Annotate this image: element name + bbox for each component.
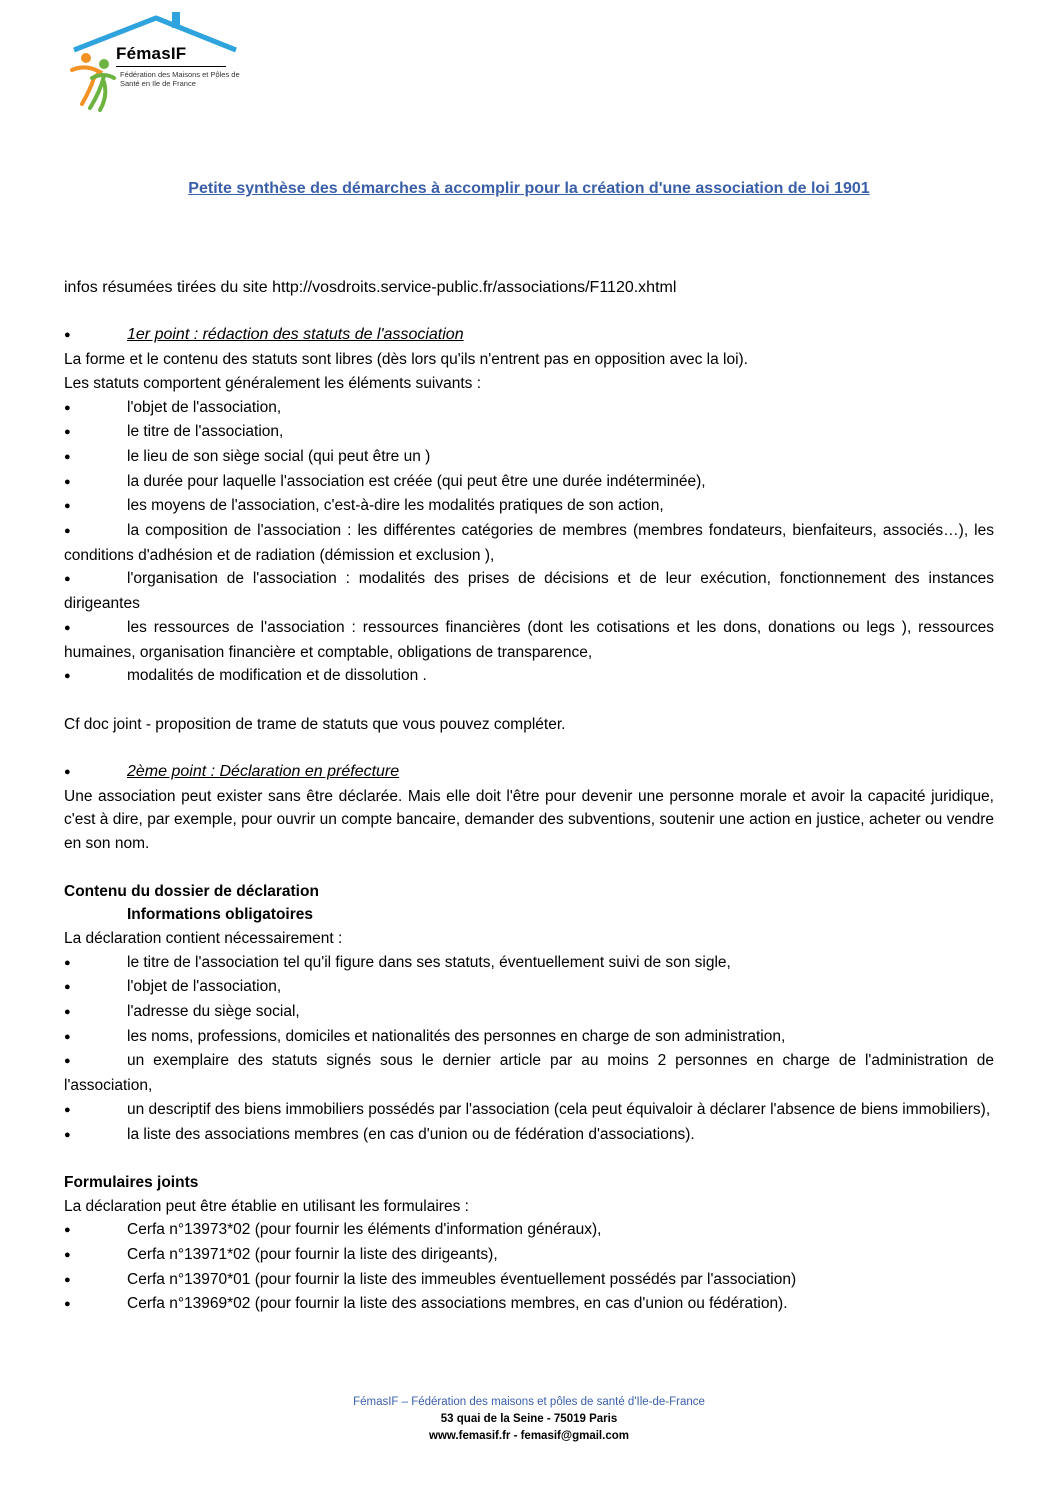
point1-intro1: La forme et le contenu des statuts sont libres (dès lors qu'ils n'entrent pas en opposition avec la loi).	[64, 351, 748, 369]
footer-address: 53 quai de la Seine - 75019 Paris	[440, 1413, 618, 1425]
list-item: ● les moyens de l'association, c'est-à-dire les modalités pratiques de son action,	[64, 494, 994, 519]
list-item: ● le lieu de son siège social (qui peut être un )	[64, 445, 994, 470]
bullet-icon: ●	[64, 1055, 71, 1068]
femasif-logo	[64, 12, 244, 112]
dossier-intro: La déclaration contient nécessairement :	[64, 929, 343, 947]
logo-subtitle: Fédération des Maisons et Pôles de Santé en Ile de France	[120, 70, 240, 88]
bullet-icon: ●	[64, 573, 71, 586]
list-item: ● les ressources de l'association : ressources financières (dont les cotisations et les dons, donations ou legs ), ressources humaines, organisation financière et comptable, obligations de transparence,	[64, 618, 994, 661]
bullet-icon: ●	[64, 1103, 71, 1116]
point1-intro2: Les statuts comportent généralement les éléments suivants :	[64, 374, 481, 392]
bullet-icon: ●	[64, 670, 71, 683]
bullet-icon: ●	[64, 450, 71, 463]
bullet-icon: ●	[64, 500, 71, 513]
document-body	[64, 276, 994, 1317]
list-item: ● le titre de l'association tel qu'il figure dans ses statuts, éventuellement suivi de son sigle,	[64, 951, 994, 976]
list-item: ● la durée pour laquelle l'association est créée (qui peut être une durée indéterminée),	[64, 470, 994, 495]
list-item: ● l'organisation de l'association : modalités des prises de décisions et de leur exécution, fonctionnement des instances dirigeantes	[64, 570, 994, 613]
list-item: ● un exemplaire des statuts signés sous le dernier article par au moins 2 personnes en charge de l'administration de l'association,	[64, 1052, 994, 1095]
source-line: infos résumées tirées du site http://vosdroits.service-public.fr/associations/F1120.xhtml	[64, 279, 677, 296]
list-item: ● un descriptif des biens immobiliers possédés par l'association (cela peut équivaloir à déclarer l'absence de biens immobiliers),	[64, 1098, 994, 1123]
bullet-icon: ●	[64, 1298, 71, 1311]
bullet-icon: ●	[64, 1249, 71, 1262]
list-item: ● l'adresse du siège social,	[64, 1000, 994, 1025]
dossier-list	[64, 951, 994, 1148]
list-item: ● la composition de l'association : les différentes catégories de membres (membres fondateurs, bienfaiteurs, associés…), les conditions d'adhésion et de radiation (démission et exclusion ),	[64, 522, 994, 564]
list-item: ● Cerfa n°13970*01 (pour fournir la liste des immeubles éventuellement possédés par l'association)	[64, 1268, 994, 1293]
logo-name: FémasIF	[116, 44, 187, 63]
bullet-icon: ●	[64, 525, 71, 538]
bullet-icon: ●	[64, 621, 71, 634]
footer-org: FémasIF – Fédération des maisons et pôles de santé d'Ile-de-France	[353, 1396, 705, 1408]
point2-text: Une association peut exister sans être déclarée. Mais elle doit l'être pour devenir une personne morale et avoir la capacité juridique, c'est à dire, par exemple, pour ouvrir un compte bancaire, demander des subventions, soutenir une action en justice, acheter ou vendre en son nom.	[64, 787, 994, 853]
list-item: ● la liste des associations membres (en cas d'union ou de fédération d'associations).	[64, 1123, 994, 1148]
point1-note: Cf doc joint - proposition de trame de statuts que vous pouvez compléter.	[64, 715, 566, 733]
bullet-icon: ●	[64, 329, 71, 342]
bullet-icon: ●	[64, 981, 71, 994]
bullet-icon: ●	[64, 1128, 71, 1141]
list-item: ● modalités de modification et de dissolution .	[64, 664, 994, 689]
bullet-icon: ●	[64, 1006, 71, 1019]
point2-heading: ● 2ème point : Déclaration en préfecture	[64, 760, 994, 785]
list-item: ● Cerfa n°13973*02 (pour fournir les éléments d'information généraux),	[64, 1218, 994, 1243]
list-item: ● le titre de l'association,	[64, 420, 994, 445]
list-item: ● l'objet de l'association,	[64, 975, 994, 1000]
list-item: ● les noms, professions, domiciles et nationalités des personnes en charge de son administration,	[64, 1025, 994, 1050]
dossier-heading: Contenu du dossier de déclaration	[64, 882, 319, 900]
list-item: ● Cerfa n°13971*02 (pour fournir la liste des dirigeants),	[64, 1243, 994, 1268]
bullet-icon: ●	[64, 766, 71, 779]
bullet-icon: ●	[64, 1030, 71, 1043]
dossier-subheading: Informations obligatoires	[127, 906, 314, 924]
bullet-icon: ●	[64, 1224, 71, 1237]
document-title: Petite synthèse des démarches à accomplir pour la création d'une association de loi 1901	[188, 180, 870, 197]
list-item: ● Cerfa n°13969*02 (pour fournir la liste des associations membres, en cas d'union ou fédération).	[64, 1292, 994, 1317]
logo-divider	[116, 66, 226, 67]
list-item: ● l'objet de l'association,	[64, 396, 994, 421]
page-footer	[0, 1394, 1058, 1445]
formulaires-heading: Formulaires joints	[64, 1173, 199, 1191]
formulaires-list	[64, 1218, 994, 1317]
bullet-icon: ●	[64, 956, 71, 969]
bullet-icon: ●	[64, 426, 71, 439]
bullet-icon: ●	[64, 1273, 71, 1286]
point1-heading: ● 1er point : rédaction des statuts de l'association	[64, 323, 994, 348]
bullet-icon: ●	[64, 401, 71, 414]
bullet-icon: ●	[64, 475, 71, 488]
footer-contact: www.femasif.fr - femasif@gmail.com	[429, 1430, 629, 1442]
formulaires-intro: La déclaration peut être établie en utilisant les formulaires :	[64, 1197, 469, 1215]
point1-list	[64, 396, 994, 689]
